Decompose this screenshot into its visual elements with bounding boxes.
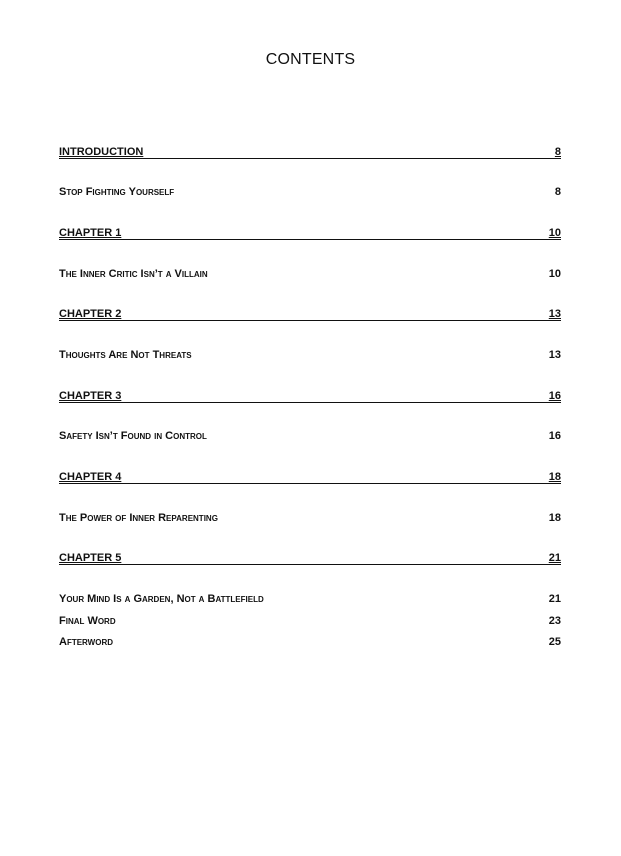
toc-entry-label: CHAPTER 4	[59, 471, 122, 483]
toc-entry-page: 10	[548, 227, 561, 239]
toc-entry-chapter-2[interactable]	[59, 306, 561, 321]
toc-entry-page: 13	[548, 349, 561, 361]
toc-entry-page: 13	[548, 308, 561, 320]
toc-entry-mind-garden[interactable]	[59, 591, 561, 605]
toc-entry-label: The Inner Critic Isn’t a Villain	[59, 268, 208, 280]
toc-entry-label: Afterword	[59, 636, 114, 648]
toc-entry-label: Safety Isn’t Found in Control	[59, 430, 207, 442]
toc-entry-inner-reparenting[interactable]	[59, 510, 561, 524]
toc-entry-label: The Power of Inner Reparenting	[59, 512, 218, 524]
page-title: CONTENTS	[265, 51, 356, 68]
toc-entry-label: CHAPTER 5	[59, 552, 122, 564]
toc-entry-chapter-5[interactable]	[59, 550, 561, 565]
toc-entry-label: CHAPTER 1	[59, 227, 122, 239]
toc-entry-page: 18	[548, 512, 561, 524]
toc-entry-page: 23	[548, 615, 561, 627]
toc-entry-page: 16	[548, 390, 561, 402]
toc-entry-introduction[interactable]	[59, 144, 561, 159]
toc-entry-safety-control[interactable]	[59, 428, 561, 442]
toc-entry-label: CHAPTER 3	[59, 390, 122, 402]
toc-entry-page: 8	[554, 186, 561, 198]
toc-entry-chapter-3[interactable]	[59, 388, 561, 403]
toc-entry-page: 21	[548, 593, 561, 605]
toc-entry-chapter-4[interactable]	[59, 469, 561, 484]
toc-entry-thoughts-not-threats[interactable]	[59, 347, 561, 361]
toc-entry-label: Stop Fighting Yourself	[59, 186, 175, 198]
toc-entry-afterword[interactable]	[59, 634, 561, 648]
toc-entry-label: Thoughts Are Not Threats	[59, 349, 192, 361]
toc-entry-label: Final Word	[59, 615, 116, 627]
toc-entry-chapter-1[interactable]	[59, 225, 561, 240]
toc-entry-label: INTRODUCTION	[59, 146, 144, 158]
toc-entry-page: 8	[554, 146, 561, 158]
toc-entry-page: 16	[548, 430, 561, 442]
toc-entry-page: 25	[548, 636, 561, 648]
toc-entry-stop-fighting-yourself[interactable]	[59, 184, 561, 198]
toc-entry-page: 18	[548, 471, 561, 483]
toc-entry-label: CHAPTER 2	[59, 308, 122, 320]
toc-entry-final-word[interactable]	[59, 613, 561, 627]
toc-entry-page: 10	[548, 268, 561, 280]
toc-entry-inner-critic[interactable]	[59, 266, 561, 280]
toc-entry-label: Your Mind Is a Garden, Not a Battlefield	[59, 593, 264, 605]
toc-entry-page: 21	[548, 552, 561, 564]
